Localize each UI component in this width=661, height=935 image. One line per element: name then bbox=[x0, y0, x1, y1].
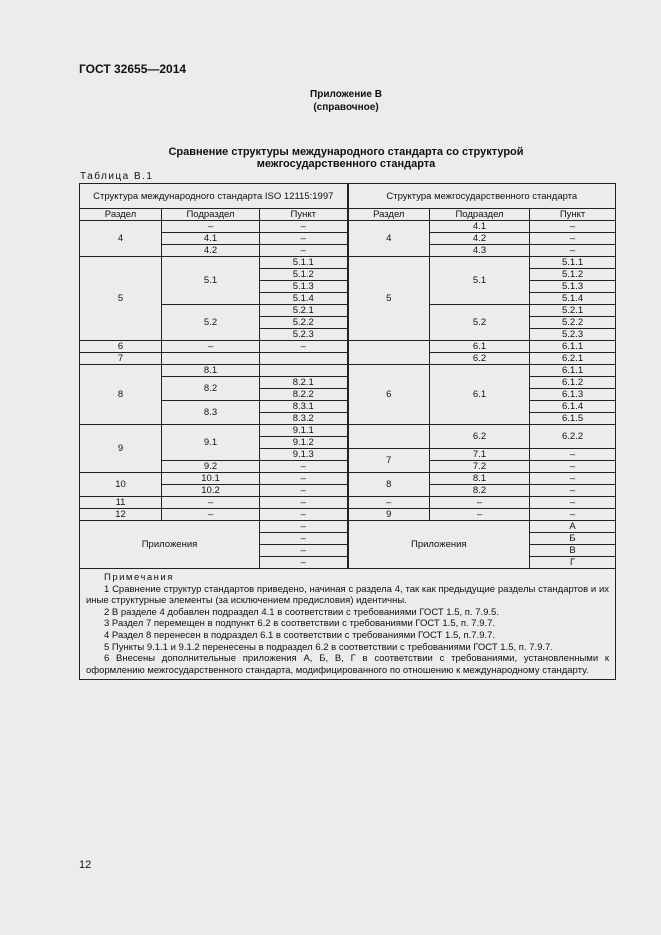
table-cell: 9.1.2 bbox=[260, 437, 348, 449]
page-number: 12 bbox=[79, 859, 92, 871]
table-cell: 8.2.2 bbox=[260, 389, 348, 401]
column-header: Пункт bbox=[260, 209, 348, 221]
table-cell: 6.1.1 bbox=[530, 341, 616, 353]
table-cell: 5.2.3 bbox=[530, 329, 616, 341]
table-cell: Б bbox=[530, 533, 616, 545]
table-cell: – bbox=[162, 497, 260, 509]
comparison-title-line1: Сравнение структуры международного стандарта со структурой bbox=[168, 146, 524, 158]
table-cell: 5 bbox=[80, 257, 162, 341]
table-cell: – bbox=[260, 473, 348, 485]
table-cell: В bbox=[530, 545, 616, 557]
note-item: 5 Пункты 9.1.1 и 9.1.2 перенесены в подраздел 6.2 в соответствии с требованиями ГОСТ 1.5, п. 7.9.7. bbox=[104, 641, 553, 653]
table-cell: – bbox=[530, 473, 616, 485]
notes-row bbox=[80, 569, 616, 680]
table-cell: Приложения bbox=[80, 521, 260, 569]
table-row bbox=[80, 521, 616, 533]
table-cell: – bbox=[530, 449, 616, 461]
notes-cell bbox=[80, 569, 616, 680]
column-header: Подраздел bbox=[162, 209, 260, 221]
table-cell bbox=[260, 353, 348, 365]
table-row bbox=[80, 509, 616, 521]
table-cell: 4 bbox=[80, 221, 162, 257]
table-cell: 4.1 bbox=[430, 221, 530, 233]
left-structure-header: Структура международного стандарта ISO 12115:1997 bbox=[80, 184, 348, 209]
table-cell: – bbox=[162, 341, 260, 353]
table-cell: Приложения bbox=[348, 521, 530, 569]
table-cell: 7 bbox=[348, 449, 430, 473]
table-cell: 8.1 bbox=[430, 473, 530, 485]
table-cell: 8 bbox=[348, 473, 430, 497]
appendix-title: Приложение В bbox=[310, 89, 382, 100]
right-structure-header: Структура межгосударственного стандарта bbox=[348, 184, 616, 209]
table-cell: 4.3 bbox=[430, 245, 530, 257]
table-cell: 5.2.1 bbox=[530, 305, 616, 317]
table-cell: 9 bbox=[80, 425, 162, 473]
column-header: Пункт bbox=[530, 209, 616, 221]
table-cell: 6.1.4 bbox=[530, 401, 616, 413]
note-item: 2 В разделе 4 добавлен подраздел 4.1 в соответствии с требованиями ГОСТ 1.5, п. 7.9.5. bbox=[104, 606, 499, 618]
table-cell: – bbox=[260, 221, 348, 233]
table-cell: 8.3.1 bbox=[260, 401, 348, 413]
table-cell: – bbox=[530, 221, 616, 233]
table-cell: 7.2 bbox=[430, 461, 530, 473]
note-item: 1 Сравнение структур стандартов приведено, начиная с раздела 4, так как предыдущие разделы стандартов и их иные структурные элементы (за исключением предисловия) идентичны. bbox=[86, 583, 610, 607]
table-cell: 6.2 bbox=[430, 353, 530, 365]
table-cell: 8 bbox=[80, 365, 162, 425]
table-cell: – bbox=[260, 461, 348, 473]
table-cell: – bbox=[530, 245, 616, 257]
comparison-title-line2: межгосударственного стандарта bbox=[256, 158, 436, 170]
table-cell: – bbox=[162, 509, 260, 521]
table-label: Таблица В.1 bbox=[80, 171, 154, 182]
table-cell: 5.1.1 bbox=[530, 257, 616, 269]
table-cell: 5.1.4 bbox=[260, 293, 348, 305]
table-cell: 6.1 bbox=[430, 365, 530, 425]
table-cell: – bbox=[260, 533, 348, 545]
table-cell: – bbox=[530, 509, 616, 521]
table-cell: 4.2 bbox=[162, 245, 260, 257]
table-cell bbox=[348, 425, 430, 449]
notes-title: Примечания bbox=[104, 572, 174, 583]
table-cell: – bbox=[260, 497, 348, 509]
table-cell: 5.1.3 bbox=[530, 281, 616, 293]
table-cell: 5.2.3 bbox=[260, 329, 348, 341]
table-cell: – bbox=[260, 485, 348, 497]
structure-comparison-table bbox=[79, 183, 616, 680]
table-cell: 5.2.1 bbox=[260, 305, 348, 317]
document-code: ГОСТ 32655—2014 bbox=[79, 62, 187, 76]
table-cell: 5.2 bbox=[430, 305, 530, 341]
table-cell: – bbox=[162, 221, 260, 233]
table-cell: 7 bbox=[80, 353, 162, 365]
table-cell: 12 bbox=[80, 509, 162, 521]
note-item: 6 Внесены дополнительные приложения А, Б, В, Г в соответствии с требованиями, установленными к оформлению межгосударственного стандарта, модифицированного по отношению к международному стандарту. bbox=[86, 653, 610, 676]
table-cell: 6.1.3 bbox=[530, 389, 616, 401]
table-cell: – bbox=[260, 233, 348, 245]
table-cell: 9 bbox=[348, 509, 430, 521]
table-cell: 6.1.5 bbox=[530, 413, 616, 425]
table-row bbox=[80, 365, 616, 377]
column-header: Раздел bbox=[348, 209, 430, 221]
table-cell: – bbox=[260, 245, 348, 257]
table-cell: – bbox=[260, 509, 348, 521]
table-cell: – bbox=[260, 557, 348, 569]
table-cell: 8.2 bbox=[430, 485, 530, 497]
table-cell: 10.1 bbox=[162, 473, 260, 485]
table-cell: 8.1 bbox=[162, 365, 260, 377]
table-cell: 4 bbox=[348, 221, 430, 257]
table-cell: 6.2.2 bbox=[530, 425, 616, 449]
table-cell: – bbox=[430, 497, 530, 509]
table-cell: 5.1.3 bbox=[260, 281, 348, 293]
column-header: Подраздел bbox=[430, 209, 530, 221]
table-cell: – bbox=[530, 485, 616, 497]
table-row bbox=[80, 221, 616, 233]
appendix-title-block bbox=[0, 88, 661, 114]
table-cell: 8.2 bbox=[162, 377, 260, 401]
table-cell: 4.2 bbox=[430, 233, 530, 245]
table-row bbox=[80, 497, 616, 509]
table-cell bbox=[260, 365, 348, 377]
table-cell: 4.1 bbox=[162, 233, 260, 245]
table-cell: 5.1.2 bbox=[260, 269, 348, 281]
table-cell bbox=[162, 353, 260, 365]
table-cell: 6 bbox=[80, 341, 162, 353]
table-cell: Г bbox=[530, 557, 616, 569]
table-cell: 11 bbox=[80, 497, 162, 509]
table-cell: 6.1 bbox=[430, 341, 530, 353]
table-cell: 5.2.2 bbox=[260, 317, 348, 329]
table-cell: – bbox=[260, 545, 348, 557]
table-cell: 5.2.2 bbox=[530, 317, 616, 329]
table-cell: 7.1 bbox=[430, 449, 530, 461]
table-cell: – bbox=[260, 521, 348, 533]
table-cell: 10.2 bbox=[162, 485, 260, 497]
table-cell: 8.3.2 bbox=[260, 413, 348, 425]
table-cell: 5.1.1 bbox=[260, 257, 348, 269]
table-cell: 6.1.1 bbox=[530, 365, 616, 377]
table-cell: – bbox=[260, 341, 348, 353]
table-cell: – bbox=[530, 497, 616, 509]
table-cell: 6.2 bbox=[430, 425, 530, 449]
table-cell: 9.1.1 bbox=[260, 425, 348, 437]
table-cell: 5.1 bbox=[162, 257, 260, 305]
table-cell: 9.1 bbox=[162, 425, 260, 461]
table-cell: 10 bbox=[80, 473, 162, 497]
table-cell: 6.1.2 bbox=[530, 377, 616, 389]
table-row bbox=[80, 257, 616, 269]
table-cell: 6.2.1 bbox=[530, 353, 616, 365]
table-cell: 5.1 bbox=[430, 257, 530, 305]
table-row bbox=[80, 473, 616, 485]
table-column-header-row bbox=[80, 209, 616, 221]
table-cell: 5.1.4 bbox=[530, 293, 616, 305]
table-cell: – bbox=[530, 233, 616, 245]
table-cell: А bbox=[530, 521, 616, 533]
table-cell: 9.1.3 bbox=[260, 449, 348, 461]
table-cell: 8.3 bbox=[162, 401, 260, 425]
table-cell: 6 bbox=[348, 365, 430, 425]
table-row bbox=[80, 425, 616, 437]
table-row bbox=[80, 341, 616, 353]
table-header-row bbox=[80, 184, 616, 209]
table-cell: – bbox=[530, 461, 616, 473]
table-cell: – bbox=[430, 509, 530, 521]
table-cell: 5 bbox=[348, 257, 430, 341]
note-item: 3 Раздел 7 перемещен в подпункт 6.2 в соответствии с требованиями ГОСТ 1.5, п. 7.9.7. bbox=[104, 618, 496, 630]
note-item: 4 Раздел 8 перенесен в подраздел 6.1 в соответствии с требованиями ГОСТ 1.5, п.7.9.7. bbox=[104, 629, 496, 641]
appendix-subtitle: (справочное) bbox=[313, 102, 379, 113]
table-cell bbox=[348, 341, 430, 365]
table-cell: 5.1.2 bbox=[530, 269, 616, 281]
table-cell: 5.2 bbox=[162, 305, 260, 341]
table-cell: – bbox=[348, 497, 430, 509]
table-cell: 9.2 bbox=[162, 461, 260, 473]
column-header: Раздел bbox=[80, 209, 162, 221]
comparison-title-block bbox=[0, 146, 661, 170]
table-cell: 8.2.1 bbox=[260, 377, 348, 389]
